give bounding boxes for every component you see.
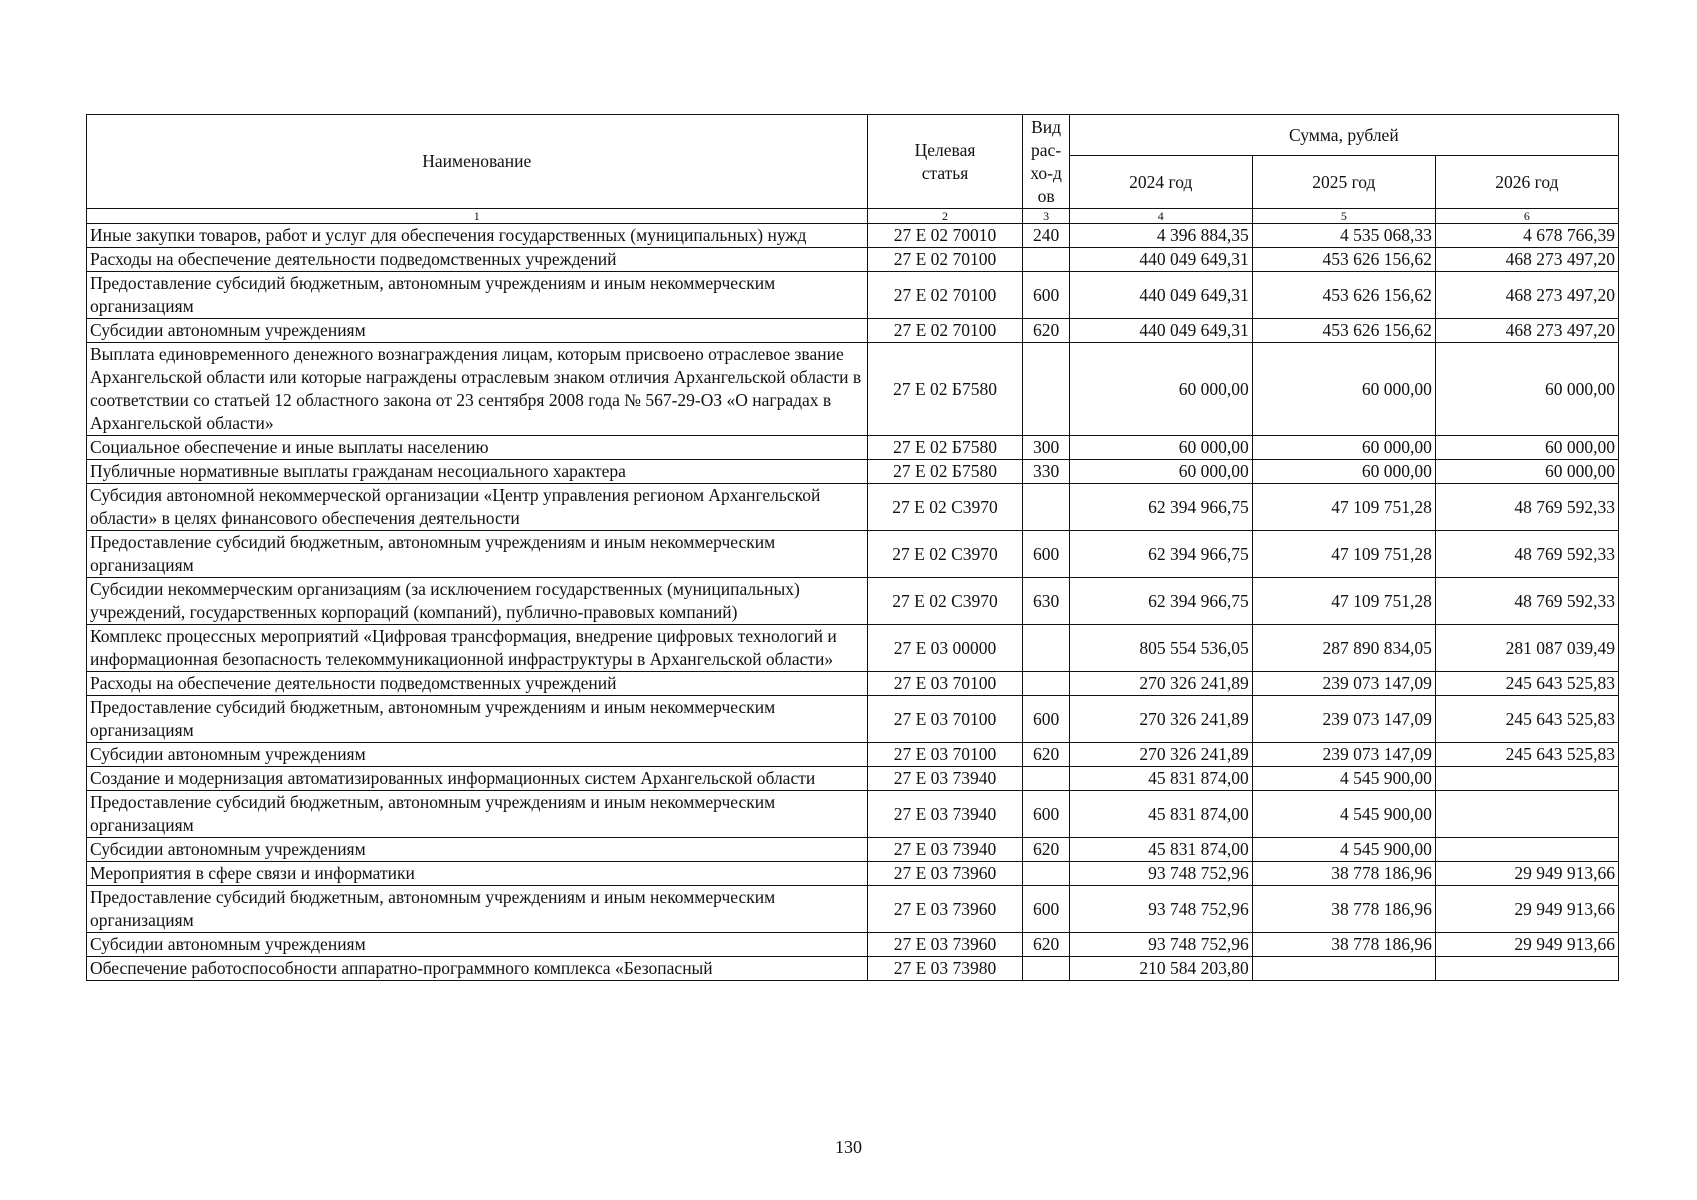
row-amount-2026: 4 678 766,39 [1435,224,1618,248]
row-amount-2025: 47 109 751,28 [1252,578,1435,625]
header-year-2024: 2024 год [1069,156,1252,209]
row-target-code: 27 Е 02 С3970 [867,578,1023,625]
row-name: Мероприятия в сфере связи и информатики [87,862,868,886]
row-expense-type: 620 [1023,743,1069,767]
row-expense-type: 600 [1023,272,1069,319]
row-name: Предоставление субсидий бюджетным, автономным учреждениям и иным некоммерческим организациям [87,886,868,933]
budget-table [86,114,1619,981]
row-expense-type [1023,484,1069,531]
row-name: Социальное обеспечение и иные выплаты населению [87,436,868,460]
header-vid-text: Вид рас-хо-дов [1030,116,1062,206]
row-name: Субсидии автономным учреждениям [87,319,868,343]
row-amount-2026: 29 949 913,66 [1435,862,1618,886]
row-amount-2024: 93 748 752,96 [1069,886,1252,933]
row-name: Предоставление субсидий бюджетным, автономным учреждениям и иным некоммерческим организациям [87,531,868,578]
row-amount-2026: 48 769 592,33 [1435,578,1618,625]
table-row [87,696,1619,743]
table-row [87,957,1619,981]
row-amount-2025: 453 626 156,62 [1252,272,1435,319]
row-amount-2024: 210 584 203,80 [1069,957,1252,981]
row-amount-2025: 60 000,00 [1252,460,1435,484]
row-name: Субсидии автономным учреждениям [87,838,868,862]
row-amount-2025: 60 000,00 [1252,343,1435,436]
table-row [87,672,1619,696]
row-amount-2025: 47 109 751,28 [1252,531,1435,578]
column-number: 5 [1252,209,1435,224]
row-amount-2024: 4 396 884,35 [1069,224,1252,248]
table-row [87,743,1619,767]
row-amount-2026 [1435,957,1618,981]
table-row [87,767,1619,791]
row-amount-2026 [1435,838,1618,862]
row-amount-2025: 4 535 068,33 [1252,224,1435,248]
row-name: Обеспечение работоспособности аппаратно-программного комплекса «Безопасный [87,957,868,981]
row-expense-type: 620 [1023,933,1069,957]
row-name: Субсидия автономной некоммерческой организации «Центр управления регионом Архангельской области» в целях финансового обеспечения деятельности [87,484,868,531]
row-amount-2025: 38 778 186,96 [1252,886,1435,933]
header-name: Наименование [87,115,868,209]
row-expense-type [1023,957,1069,981]
row-expense-type: 600 [1023,886,1069,933]
row-amount-2024: 93 748 752,96 [1069,933,1252,957]
row-amount-2026: 60 000,00 [1435,343,1618,436]
page-number: 130 [835,1137,862,1157]
row-amount-2025: 287 890 834,05 [1252,625,1435,672]
header-sum: Сумма, рублей [1069,115,1618,156]
row-expense-type [1023,625,1069,672]
row-target-code: 27 Е 03 70100 [867,696,1023,743]
row-expense-type: 240 [1023,224,1069,248]
row-target-code: 27 Е 03 00000 [867,625,1023,672]
row-amount-2026: 468 273 497,20 [1435,272,1618,319]
table-body [87,224,1619,981]
column-number: 1 [87,209,868,224]
row-name: Предоставление субсидий бюджетным, автономным учреждениям и иным некоммерческим организациям [87,272,868,319]
row-amount-2025: 453 626 156,62 [1252,319,1435,343]
row-expense-type: 300 [1023,436,1069,460]
row-amount-2026: 281 087 039,49 [1435,625,1618,672]
row-target-code: 27 Е 03 73980 [867,957,1023,981]
row-target-code: 27 Е 02 С3970 [867,531,1023,578]
row-name: Субсидии некоммерческим организациям (за исключением государственных (муниципальных) учреждений, государственных корпораций (компаний), публично-правовых компаний) [87,578,868,625]
row-amount-2024: 60 000,00 [1069,343,1252,436]
row-amount-2024: 440 049 649,31 [1069,272,1252,319]
table-row [87,224,1619,248]
row-target-code: 27 Е 02 С3970 [867,484,1023,531]
row-amount-2025: 4 545 900,00 [1252,767,1435,791]
row-amount-2025 [1252,957,1435,981]
row-target-code: 27 Е 03 70100 [867,672,1023,696]
row-amount-2024: 805 554 536,05 [1069,625,1252,672]
row-amount-2025: 38 778 186,96 [1252,862,1435,886]
row-amount-2025: 38 778 186,96 [1252,933,1435,957]
table-row [87,319,1619,343]
row-target-code: 27 Е 02 Б7580 [867,436,1023,460]
row-target-code: 27 Е 02 70100 [867,248,1023,272]
row-name: Иные закупки товаров, работ и услуг для обеспечения государственных (муниципальных) нужд [87,224,868,248]
row-amount-2024: 45 831 874,00 [1069,767,1252,791]
row-target-code: 27 Е 03 73960 [867,886,1023,933]
table-row [87,886,1619,933]
row-amount-2026: 29 949 913,66 [1435,886,1618,933]
row-target-code: 27 Е 03 73940 [867,791,1023,838]
table-row [87,436,1619,460]
header-year-2026: 2026 год [1435,156,1618,209]
row-amount-2026: 468 273 497,20 [1435,248,1618,272]
row-amount-2024: 270 326 241,89 [1069,743,1252,767]
row-amount-2024: 45 831 874,00 [1069,838,1252,862]
table-row [87,248,1619,272]
row-target-code: 27 Е 03 73940 [867,838,1023,862]
row-amount-2025: 453 626 156,62 [1252,248,1435,272]
row-name: Предоставление субсидий бюджетным, автономным учреждениям и иным некоммерческим организациям [87,791,868,838]
row-amount-2026: 48 769 592,33 [1435,531,1618,578]
row-amount-2026: 48 769 592,33 [1435,484,1618,531]
row-amount-2025: 239 073 147,09 [1252,743,1435,767]
row-amount-2024: 62 394 966,75 [1069,484,1252,531]
row-amount-2025: 60 000,00 [1252,436,1435,460]
table-row [87,460,1619,484]
row-amount-2026 [1435,767,1618,791]
row-amount-2026 [1435,791,1618,838]
row-amount-2024: 270 326 241,89 [1069,696,1252,743]
row-expense-type: 630 [1023,578,1069,625]
table-row [87,862,1619,886]
row-name: Публичные нормативные выплаты гражданам несоциального характера [87,460,868,484]
table-row [87,578,1619,625]
row-expense-type [1023,767,1069,791]
row-amount-2026: 60 000,00 [1435,436,1618,460]
table-row [87,838,1619,862]
table-row [87,484,1619,531]
row-amount-2024: 440 049 649,31 [1069,319,1252,343]
column-number: 6 [1435,209,1618,224]
column-number: 4 [1069,209,1252,224]
table-row [87,272,1619,319]
row-name: Расходы на обеспечение деятельности подведомственных учреждений [87,672,868,696]
column-numbers-row [87,209,1619,224]
row-amount-2025: 47 109 751,28 [1252,484,1435,531]
table-row [87,625,1619,672]
row-amount-2024: 62 394 966,75 [1069,578,1252,625]
row-name: Выплата единовременного денежного вознаграждения лицам, которым присвоено отраслевое звание Архангельской области или которые награждены отраслевым знаком отличия Архангельской области в соответствии со статьей 12 областного закона от 23 сентября 2008 года № 567-29-ОЗ «О наградах в Архангельской области» [87,343,868,436]
row-amount-2024: 60 000,00 [1069,460,1252,484]
row-amount-2026: 245 643 525,83 [1435,672,1618,696]
table-row [87,791,1619,838]
row-amount-2024: 45 831 874,00 [1069,791,1252,838]
row-amount-2026: 245 643 525,83 [1435,743,1618,767]
row-amount-2025: 239 073 147,09 [1252,672,1435,696]
table-row [87,531,1619,578]
row-amount-2026: 245 643 525,83 [1435,696,1618,743]
row-amount-2024: 440 049 649,31 [1069,248,1252,272]
header-year-2025: 2025 год [1252,156,1435,209]
table-row [87,933,1619,957]
header-code [867,115,1023,209]
row-target-code: 27 Е 02 Б7580 [867,460,1023,484]
row-expense-type [1023,343,1069,436]
row-amount-2024: 60 000,00 [1069,436,1252,460]
row-amount-2025: 4 545 900,00 [1252,791,1435,838]
row-target-code: 27 Е 03 73960 [867,862,1023,886]
row-amount-2025: 4 545 900,00 [1252,838,1435,862]
row-name: Комплекс процессных мероприятий «Цифровая трансформация, внедрение цифровых технологий и информационная безопасность телекоммуникационной инфраструктуры в Архангельской области» [87,625,868,672]
row-expense-type: 620 [1023,319,1069,343]
row-target-code: 27 Е 02 70010 [867,224,1023,248]
row-expense-type: 620 [1023,838,1069,862]
row-expense-type [1023,672,1069,696]
row-target-code: 27 Е 02 70100 [867,272,1023,319]
row-expense-type: 600 [1023,791,1069,838]
header-code-text: Целевая статья [914,139,976,183]
row-name: Расходы на обеспечение деятельности подведомственных учреждений [87,248,868,272]
row-name: Создание и модернизация автоматизированных информационных систем Архангельской области [87,767,868,791]
row-amount-2026: 60 000,00 [1435,460,1618,484]
row-expense-type: 600 [1023,531,1069,578]
table-header [87,115,1619,224]
row-target-code: 27 Е 03 70100 [867,743,1023,767]
table-row [87,343,1619,436]
header-vid [1023,115,1069,209]
row-target-code: 27 Е 03 73940 [867,767,1023,791]
row-expense-type [1023,862,1069,886]
column-number: 2 [867,209,1023,224]
row-name: Субсидии автономным учреждениям [87,743,868,767]
row-target-code: 27 Е 02 Б7580 [867,343,1023,436]
row-amount-2024: 62 394 966,75 [1069,531,1252,578]
row-expense-type [1023,248,1069,272]
row-amount-2026: 468 273 497,20 [1435,319,1618,343]
row-target-code: 27 Е 02 70100 [867,319,1023,343]
row-expense-type: 330 [1023,460,1069,484]
row-name: Предоставление субсидий бюджетным, автономным учреждениям и иным некоммерческим организациям [87,696,868,743]
row-amount-2025: 239 073 147,09 [1252,696,1435,743]
row-target-code: 27 Е 03 73960 [867,933,1023,957]
row-expense-type: 600 [1023,696,1069,743]
row-name: Субсидии автономным учреждениям [87,933,868,957]
row-amount-2026: 29 949 913,66 [1435,933,1618,957]
column-number: 3 [1023,209,1069,224]
row-amount-2024: 93 748 752,96 [1069,862,1252,886]
row-amount-2024: 270 326 241,89 [1069,672,1252,696]
